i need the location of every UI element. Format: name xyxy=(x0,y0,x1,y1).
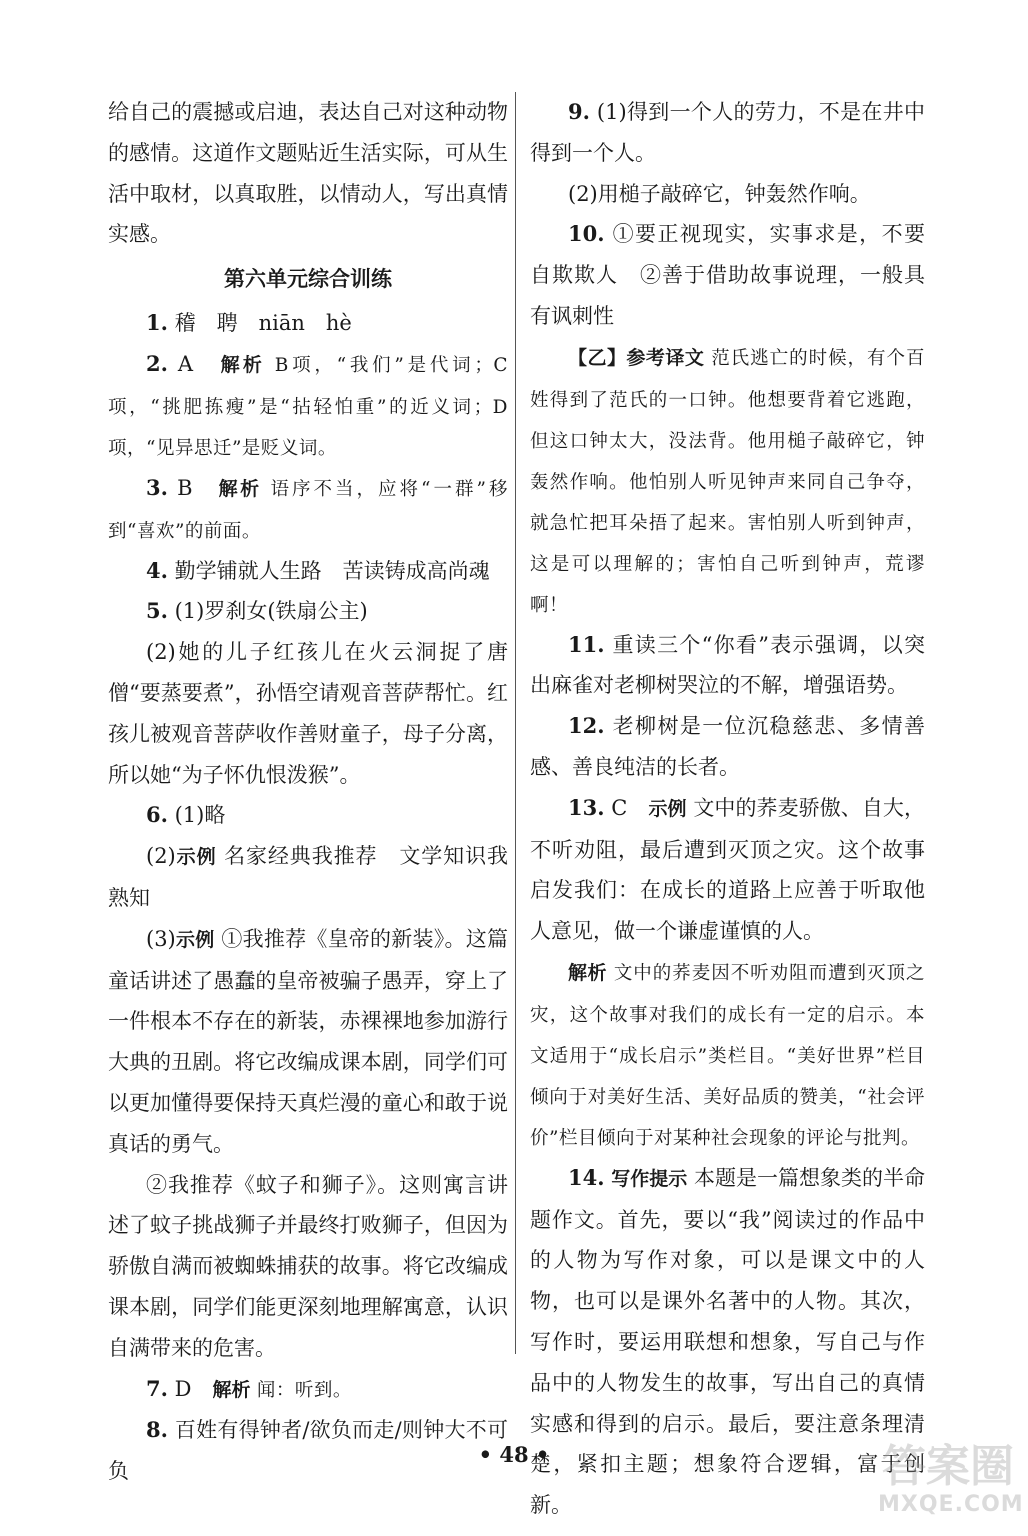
answer-choice: A xyxy=(167,351,221,376)
example-label: 示例 xyxy=(175,928,215,951)
answer-5-part-2: (2)她的儿子红孩儿在火云洞捉了唐僧“要蒸要煮”，孙悟空请观音菩萨帮忙。红孩儿被观音菩萨收作善财童子，母子分离，所以她“为子怀仇恨泼猴”。 xyxy=(108,640,508,787)
answer-1 xyxy=(108,303,508,344)
answer-13-analysis xyxy=(530,952,925,1158)
translation-label: 【乙】参考译文 xyxy=(568,346,705,369)
answer-5 xyxy=(108,591,508,632)
analysis-label: 解析 xyxy=(212,1378,251,1401)
answer-choice: C xyxy=(604,795,649,820)
writing-tip-label: 写作提示 xyxy=(611,1167,688,1190)
left-column xyxy=(108,92,508,1492)
answer-9-part-2: (2)用槌子敲碎它，钟轰然作响。 xyxy=(568,181,871,206)
answer-9 xyxy=(530,92,925,174)
answer-text: 本题是一篇想象类的半命题作文。首先，要以“我”阅读过的作品中的人物为写作对象，可以是课文中的人物，也可以是课外名著中的人物。其次，写作时，要运用联想和想象，写自己与作品中的人物发生的故事，写出自己的真情实感和得到的启示。最后，要注意条理清楚，紧扣主题；想象符合逻辑，富于创新。 xyxy=(530,1165,925,1518)
answer-text: ①我推荐《皇帝的新装》。这篇童话讲述了愚蠢的皇帝被骗子愚弄，穿上了一件根本不存在的新装，赤裸裸地参加游行大典的丑剧。将它改编成课本剧，同学们可以更加懂得要保持天真烂漫的童心和敢于说真话的勇气。 xyxy=(108,926,508,1156)
q-num: 8. xyxy=(146,1417,168,1443)
answer-11 xyxy=(530,625,925,707)
answer-13 xyxy=(530,788,925,952)
analysis-text: B项，“我们”是代词；C项，“挑肥拣瘦”是“拈轻怕重”的近义词；D项，“见异思迁”是贬义词。 xyxy=(108,354,508,459)
answer-2 xyxy=(108,344,508,468)
answer-3 xyxy=(108,468,508,551)
answer-text: ①要正视现实，实事求是，不要自欺欺人 ②善于借助故事说理，一般具有讽刺性 xyxy=(530,222,925,328)
q-num: 14. xyxy=(568,1164,605,1190)
q-num: 12. xyxy=(568,713,605,739)
part-num: (2) xyxy=(146,844,176,869)
q-num: 5. xyxy=(146,598,168,624)
answer-choice: B xyxy=(167,475,219,500)
watermark-text: 答案圈 xyxy=(882,1441,1014,1492)
q-num: 9. xyxy=(568,99,590,124)
answer-text: 重读三个“你看”表示强调，以突出麻雀对老柳树哭泣的不解，增强语势。 xyxy=(530,632,925,698)
answer-text: (1)略 xyxy=(167,803,226,828)
q-num: 10. xyxy=(568,221,605,247)
answer-text: 百姓有得钟者/欲负而走/则钟大不可负 xyxy=(108,1418,508,1484)
analysis-text: 语序不当，应将“一群”移到“喜欢”的前面。 xyxy=(108,478,508,542)
q-num: 13. xyxy=(568,794,605,820)
watermark-url: MXQE.COM xyxy=(878,1492,1024,1517)
analysis-label: 解析 xyxy=(568,961,607,984)
answer-6-part-3 xyxy=(108,919,508,1165)
q-num: 3. xyxy=(146,474,168,500)
answer-6-part-3b: ②我推荐《蚊子和狮子》。这则寓言讲述了蚊子挑战狮子并最终打败狮子，但因为骄傲自满而被蜘蛛捕获的故事。将它改编成课本剧，同学们能更深刻地理解寓意，认识自满带来的危害。 xyxy=(108,1172,508,1360)
answer-text: 稽 聘 niān hè xyxy=(167,311,352,336)
watermark-logo xyxy=(878,1441,1024,1528)
section-heading: 第六单元综合训练 xyxy=(224,267,392,292)
analysis-text: 闻：听到。 xyxy=(250,1379,352,1401)
answer-14 xyxy=(530,1158,925,1526)
q-num: 2. xyxy=(146,350,168,376)
q-num: 7. xyxy=(146,1375,168,1401)
translation-text: 范氏逃亡的时候，有个百姓得到了范氏的一口钟。他想要背着它逃跑，但这口钟太大，没法背。他用槌子敲碎它，钟轰然作响。他怕别人听见钟声来同自己争夺，就急忙把耳朵捂了起来。害怕别人听到钟声，这是可以理解的；害怕自己听到钟声，荒谬啊！ xyxy=(530,347,925,616)
analysis-text: 文中的荞麦因不听劝阻而遭到灭顶之灾，这个故事对我们的成长有一定的启示。本文适用于“成长启示”类栏目。“美好世界”栏目倾向于对美好生活、美好品质的赞美，“社会评价”栏目倾向于对某种社会现象的评论与批判。 xyxy=(530,962,925,1149)
continuation-paragraph: 给自己的震撼或启迪，表达自己对这种动物的感情。这道作文题贴近生活实际，可从生活中取材，以真取胜，以情动人，写出真情实感。 xyxy=(108,100,508,247)
translation-block xyxy=(530,337,925,625)
right-column xyxy=(530,92,925,1526)
q-num: 4. xyxy=(146,557,168,583)
answer-text: 文中的荞麦骄傲、自大，不听劝阻，最后遭到灭顶之灾。这个故事启发我们：在成长的道路上应善于听取他人意见，做一个谦虚谨慎的人。 xyxy=(530,795,925,944)
answer-10 xyxy=(530,214,925,336)
analysis-label: 解析 xyxy=(220,353,266,376)
analysis-label: 解析 xyxy=(218,477,262,500)
example-label: 示例 xyxy=(175,846,217,869)
answer-12 xyxy=(530,706,925,788)
answer-text: (1)罗刹女(铁扇公主) xyxy=(167,599,368,624)
part-num: (3) xyxy=(146,926,176,951)
q-num: 1. xyxy=(146,310,168,336)
answer-text: 名家经典我推荐 文学知识我熟知 xyxy=(108,844,508,910)
example-label: 示例 xyxy=(648,797,687,820)
column-divider xyxy=(515,92,516,1354)
answer-text: 勤学铺就人生路 苦读铸成高尚魂 xyxy=(167,558,490,583)
answer-6-part-2 xyxy=(108,836,508,919)
page-number: • 48 • xyxy=(478,1442,550,1467)
answer-choice: D xyxy=(167,1376,213,1401)
answer-6 xyxy=(108,795,508,836)
answer-7 xyxy=(108,1369,508,1411)
q-num: 11. xyxy=(568,631,605,657)
answer-text: (1)得到一个人的劳力，不是在井中得到一个人。 xyxy=(530,100,925,165)
q-num: 6. xyxy=(146,802,168,828)
answer-text: 老柳树是一位沉稳慈悲、多情善感、善良纯洁的长者。 xyxy=(530,714,925,779)
answer-4 xyxy=(108,551,508,592)
